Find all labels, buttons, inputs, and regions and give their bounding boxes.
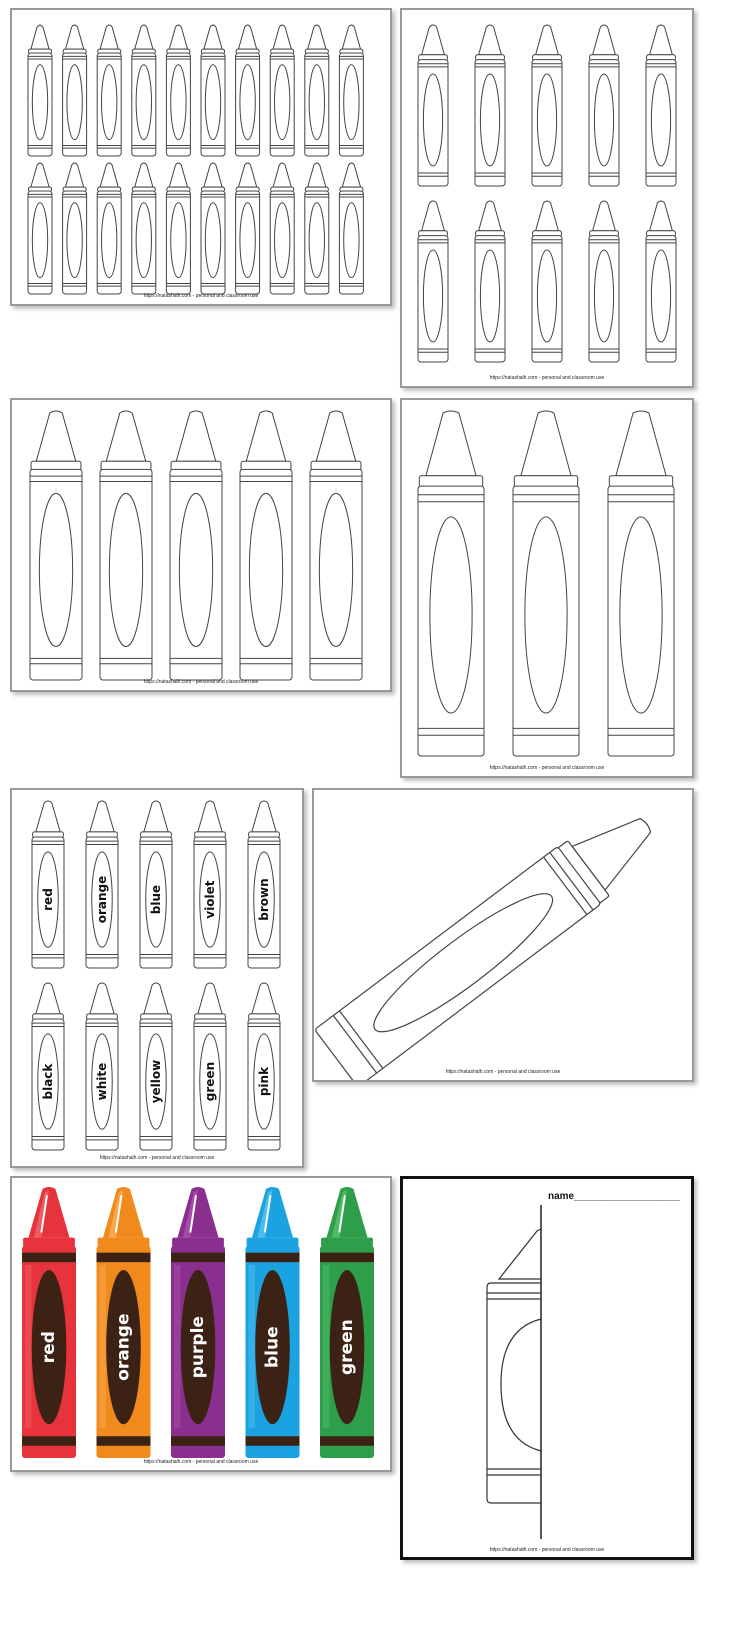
sheet-3-crayons bbox=[400, 398, 694, 778]
crayon bbox=[132, 163, 156, 294]
name-line: name___________________ bbox=[548, 1191, 680, 1202]
crayon-label: orange bbox=[95, 875, 109, 924]
crayon-label: brown bbox=[257, 878, 271, 921]
sheet-20-crayons bbox=[10, 8, 392, 306]
crayon bbox=[86, 983, 118, 1150]
crayon bbox=[201, 163, 225, 294]
crayon bbox=[240, 411, 292, 680]
crayon-label: blue bbox=[149, 884, 163, 915]
crayon bbox=[32, 801, 64, 968]
crayon bbox=[236, 25, 260, 156]
crayon bbox=[140, 983, 172, 1150]
crayon bbox=[310, 411, 362, 680]
crayon-label: black bbox=[41, 1063, 55, 1100]
crayon bbox=[418, 201, 448, 362]
crayon-label: blue bbox=[262, 1326, 283, 1368]
crayon-label: pink bbox=[257, 1066, 271, 1097]
crayon-label: orange bbox=[113, 1313, 134, 1381]
sheet-labeled bbox=[10, 788, 304, 1168]
half-crayon bbox=[487, 1229, 541, 1503]
crayon bbox=[140, 801, 172, 968]
credit-text: https://natashalh.com - personal and classroom use bbox=[99, 1155, 215, 1161]
big-crayon bbox=[315, 796, 669, 1080]
crayon bbox=[236, 163, 260, 294]
crayon bbox=[270, 163, 294, 294]
crayon-row-3 bbox=[402, 400, 692, 776]
crayon bbox=[201, 25, 225, 156]
crayon bbox=[166, 25, 190, 156]
crayon bbox=[475, 201, 505, 362]
half-crayon-drawing bbox=[403, 1179, 691, 1557]
crayon-label: yellow bbox=[149, 1059, 163, 1104]
crayon bbox=[171, 1187, 225, 1458]
crayon bbox=[248, 983, 280, 1150]
crayon bbox=[646, 25, 676, 186]
sheet-symmetry bbox=[400, 1176, 694, 1560]
crayon-label: white bbox=[95, 1062, 109, 1101]
crayon bbox=[475, 25, 505, 186]
crayon bbox=[513, 411, 579, 756]
credit-text: https://natashalh.com - personal and classroom use bbox=[489, 375, 605, 381]
crayon bbox=[28, 25, 52, 156]
crayon bbox=[320, 1187, 374, 1458]
crayon-label: purple bbox=[188, 1316, 208, 1379]
sheet-10-crayons bbox=[400, 8, 694, 388]
crayon bbox=[418, 411, 484, 756]
crayon bbox=[532, 25, 562, 186]
crayon-grid-labeled bbox=[12, 790, 302, 1166]
crayon bbox=[63, 25, 87, 156]
crayon bbox=[418, 25, 448, 186]
crayon bbox=[86, 801, 118, 968]
crayon bbox=[30, 411, 82, 680]
crayon-label: red bbox=[41, 888, 55, 911]
sheet-colored bbox=[10, 1176, 392, 1472]
credit-text: https://natashalh.com - personal and classroom use bbox=[489, 765, 605, 771]
crayon bbox=[97, 163, 121, 294]
crayon bbox=[248, 801, 280, 968]
crayon-label: violet bbox=[203, 880, 217, 919]
crayon bbox=[170, 411, 222, 680]
crayon bbox=[532, 201, 562, 362]
crayon-row-5 bbox=[12, 400, 390, 690]
crayon-row-colored bbox=[12, 1178, 390, 1470]
credit-text: https://natashalh.com - personal and classroom use bbox=[489, 1547, 605, 1553]
sheet-big-crayon bbox=[312, 788, 694, 1082]
crayon bbox=[32, 983, 64, 1150]
crayon-grid-20 bbox=[12, 10, 390, 304]
credit-text: https://natashalh.com - personal and classroom use bbox=[143, 1459, 259, 1465]
crayon bbox=[100, 411, 152, 680]
credit-text: https://natashalh.com - personal and classroom use bbox=[143, 293, 259, 299]
crayon bbox=[246, 1187, 300, 1458]
crayon bbox=[194, 983, 226, 1150]
crayon bbox=[339, 25, 363, 156]
crayon bbox=[305, 163, 329, 294]
sheet-5-crayons bbox=[10, 398, 392, 692]
crayon-label: green bbox=[337, 1319, 357, 1376]
crayon bbox=[166, 163, 190, 294]
crayon bbox=[589, 25, 619, 186]
credit-text: https://natashalh.com - personal and classroom use bbox=[143, 679, 259, 685]
crayon bbox=[28, 163, 52, 294]
crayon-grid-10 bbox=[402, 10, 692, 386]
crayon bbox=[97, 1187, 151, 1458]
crayon bbox=[339, 163, 363, 294]
crayon bbox=[132, 25, 156, 156]
credit-text: https://natashalh.com - personal and classroom use bbox=[445, 1069, 561, 1075]
crayon bbox=[194, 801, 226, 968]
crayon bbox=[305, 25, 329, 156]
crayon bbox=[608, 411, 674, 756]
crayon bbox=[22, 1187, 76, 1458]
crayon bbox=[97, 25, 121, 156]
crayon-label: green bbox=[203, 1061, 217, 1102]
crayon bbox=[646, 201, 676, 362]
crayon-label: red bbox=[39, 1331, 59, 1364]
crayon bbox=[589, 201, 619, 362]
crayon bbox=[63, 163, 87, 294]
crayon bbox=[270, 25, 294, 156]
crayon-big-diagonal bbox=[314, 790, 692, 1080]
